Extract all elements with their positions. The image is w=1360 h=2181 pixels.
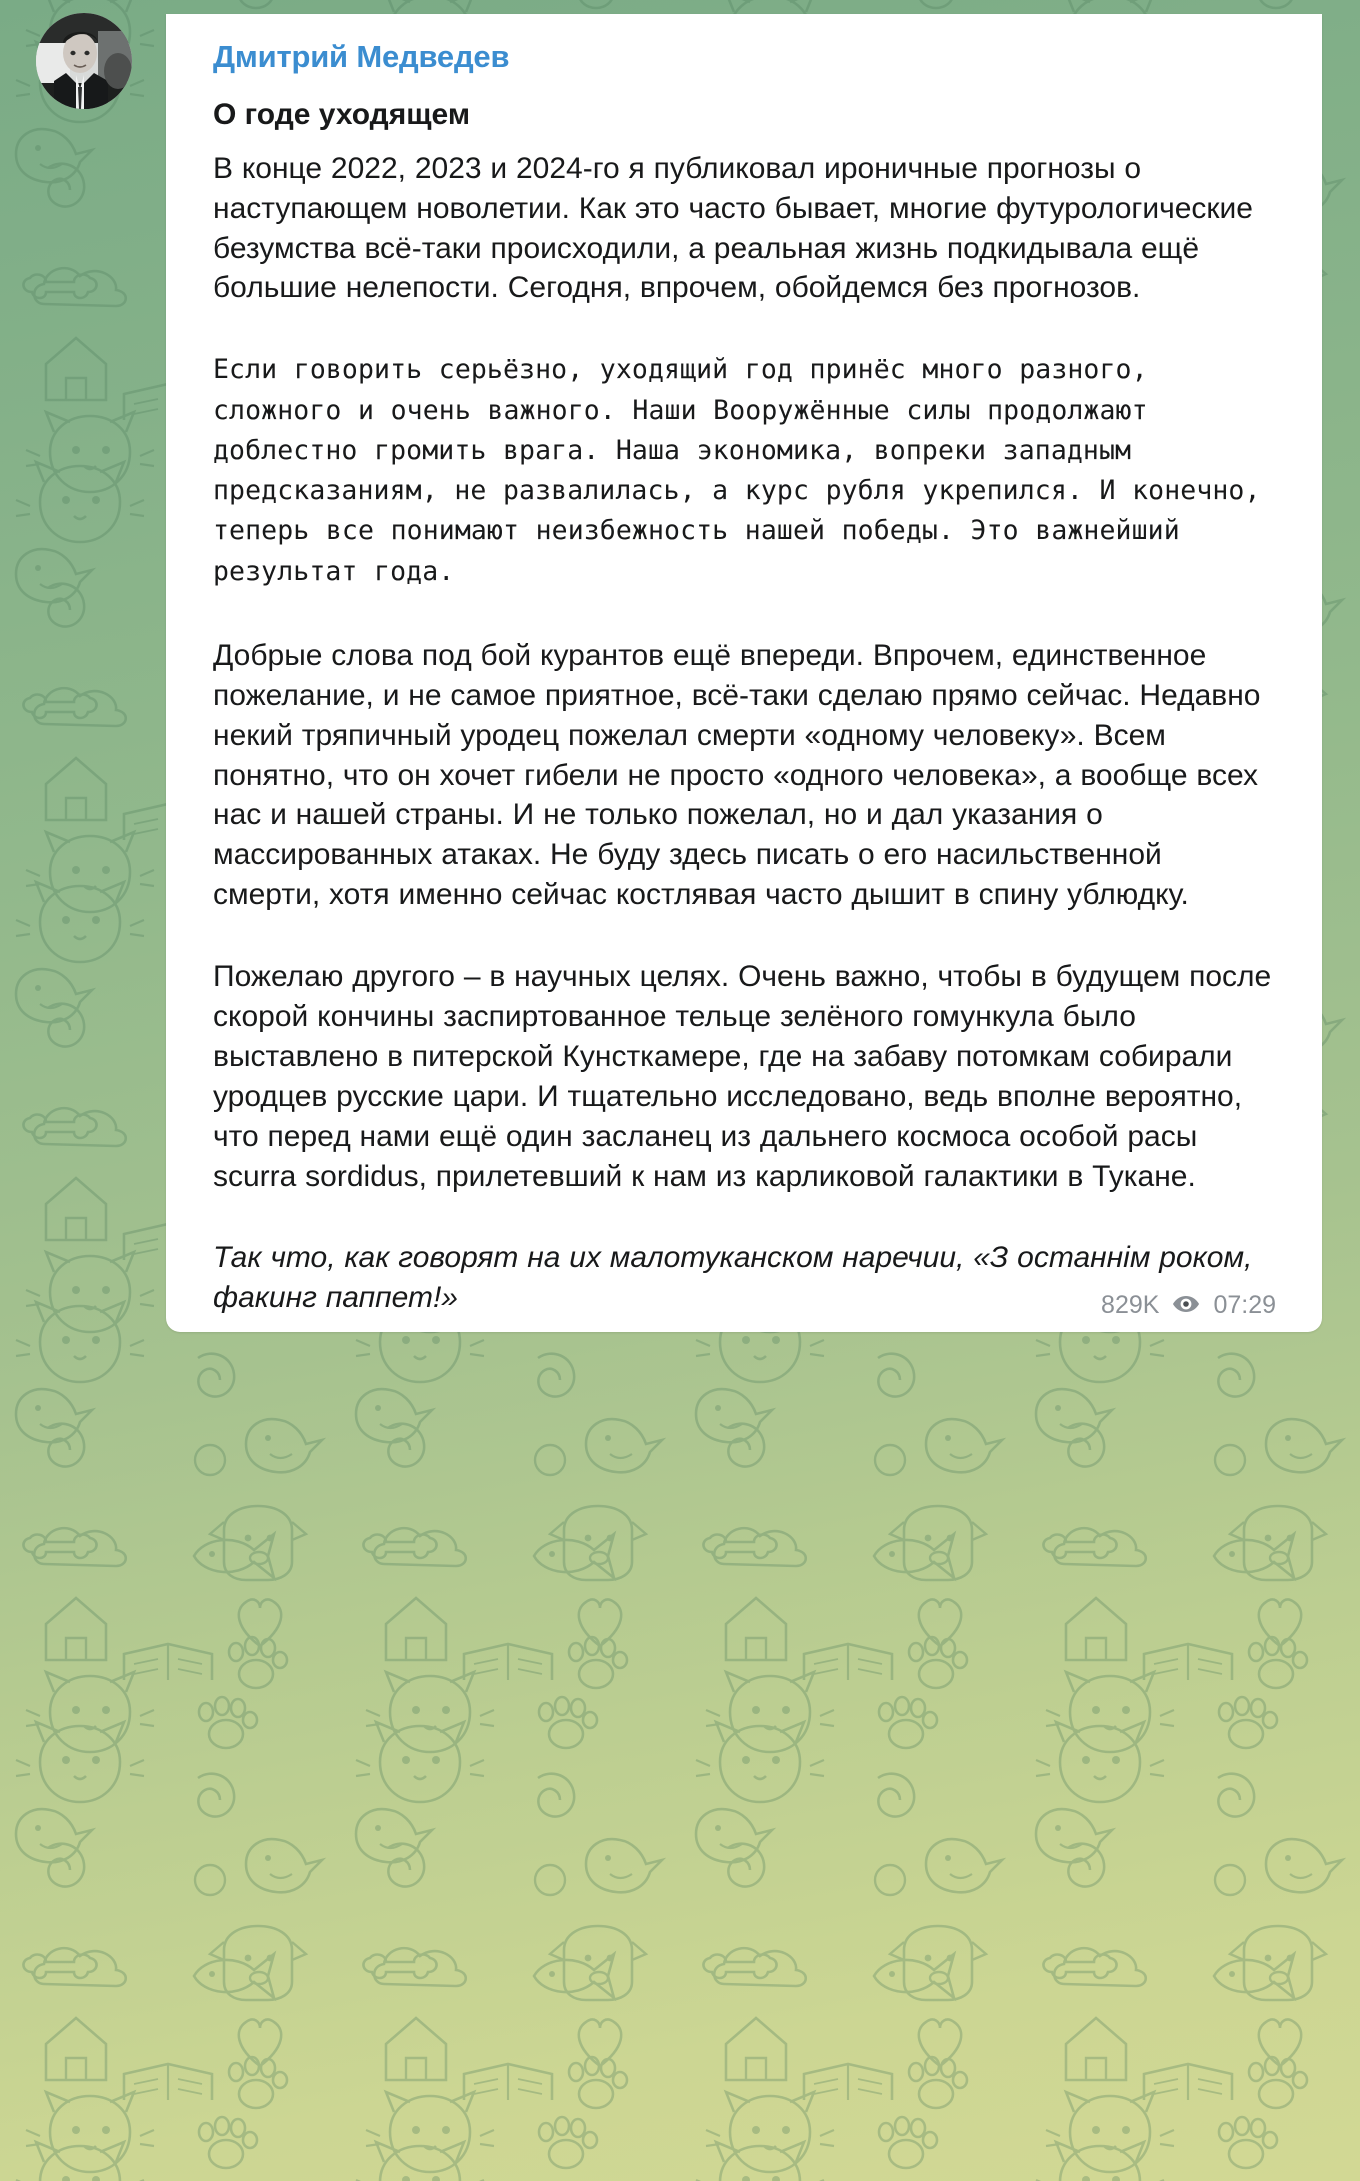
post-title: О годе уходящем (213, 97, 471, 131)
channel-name[interactable]: Дмитрий Медведев (213, 39, 510, 74)
message-paragraph-4: Пожелаю другого – в научных целях. Очень важно, чтобы в будущем после скорой кончины заспиртованное тельце зелёного гомункула было выставлено в питерской Кунсткамере, где на забаву потомкам собирали уродцев русские цари. И тщательно исследовано, ведь вполне вероятно, что перед нами ещё один засланец из дальнего космоса особой расы scurra sordidus, прилетевший к нам из карликовой галактики в Тукане. (213, 960, 1272, 1193)
message-time: 07:29 (1213, 1291, 1276, 1320)
message-meta (1101, 1293, 1276, 1318)
avatar[interactable] (36, 13, 132, 109)
message-paragraph-1: В конце 2022, 2023 и 2024-го я публиковал ироничные прогнозы о наступающем новолетии. Как это часто бывает, многие футурологические безумства всё-таки происходили, а реальная жизнь подкидывала ещё большие нелепости. Сегодня, впрочем, обойдемся без прогнозов. (213, 151, 1253, 305)
message-paragraph-2: Если говорить серьёзно, уходящий год принёс много разного, сложного и очень важного. Наши Вооружённые силы продолжают доблестно громить врага. Наша экономика, вопреки западным предсказаниям, не развалилась, а курс рубля укрепился. И конечно, теперь все понимают неизбежность нашей победы. Это важнейший результат года. (213, 354, 1261, 587)
message-paragraph-5: Так что, как говорят на их малотуканском наречии, «З останнім роком, факинг паппет!» (213, 1241, 1253, 1315)
view-count: 829K (1101, 1291, 1160, 1320)
eye-icon (1172, 1293, 1200, 1318)
message-paragraph-3: Добрые слова под бой курантов ещё впереди. Впрочем, единственное пожелание, и не самое приятное, всё-таки сделаю прямо сейчас. Недавно некий тряпичный уродец пожелал смерти «одному человеку». Всем понятно, что он хочет гибели не просто «одного человека», а вообще всех нас и нашей страны. И не только пожелал, но и дал указания о массированных атаках. Не буду здесь писать о его насильственной смерти, хотя именно сейчас костлявая часто дышит в спину ублюдку. (213, 638, 1261, 912)
avatar-photo (36, 13, 132, 109)
message-bubble[interactable] (166, 14, 1322, 1332)
